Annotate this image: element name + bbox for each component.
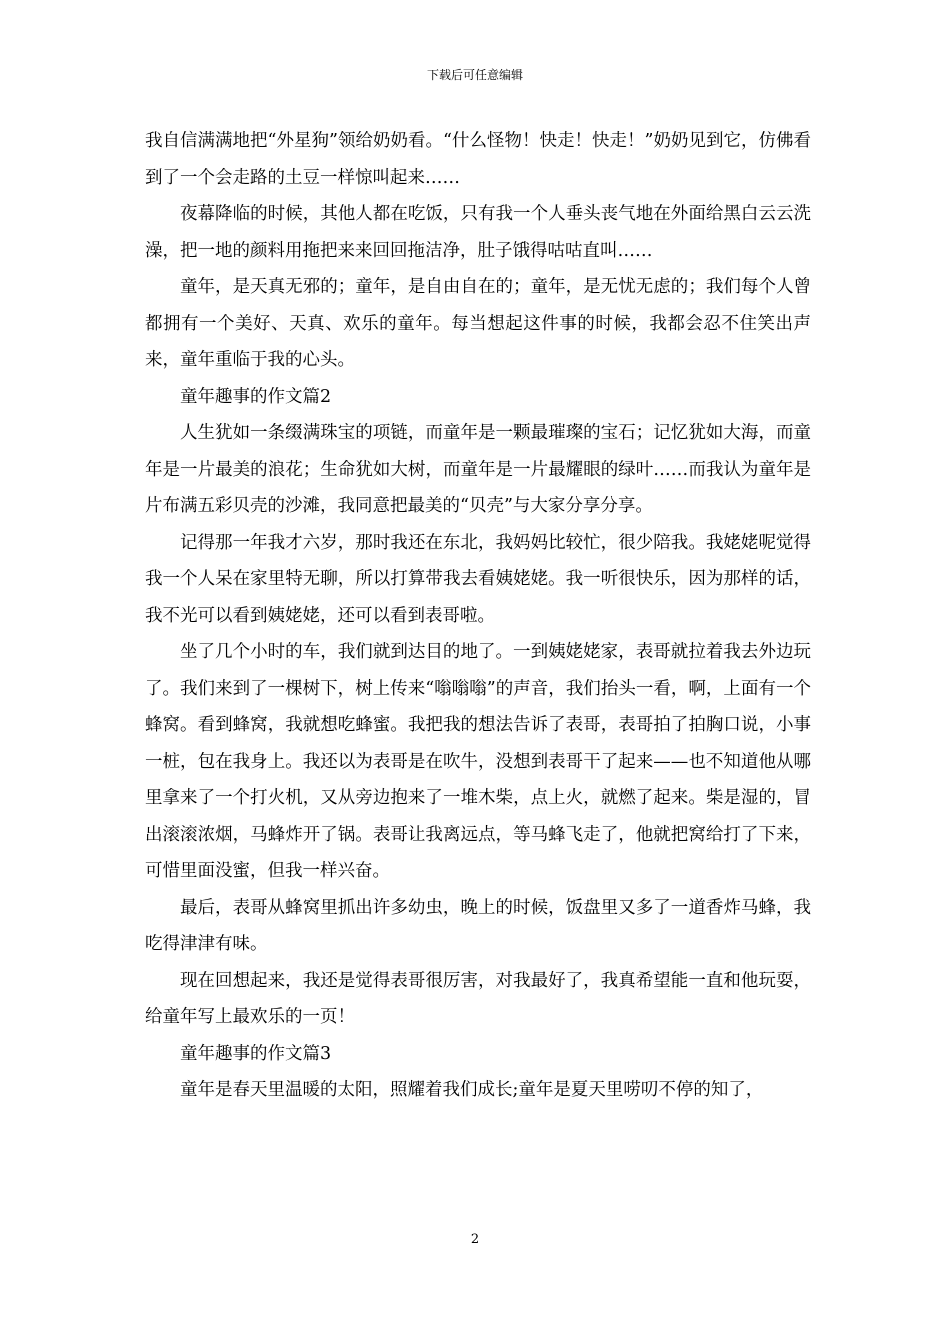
paragraph: 夜幕降临的时候，其他人都在吃饭，只有我一个人垂头丧气地在外面给黑白云云洗澡，把一地的颜料用拖把来来回回拖洁净，肚子饿得咕咕直叫…… bbox=[145, 204, 811, 261]
document-body bbox=[145, 123, 811, 1109]
paragraph: 最后，表哥从蜂窝里抓出许多幼虫，晚上的时候，饭盘里又多了一道香炸马蜂，我吃得津津有味。 bbox=[145, 897, 811, 954]
paragraph: 记得那一年我才六岁，那时我还在东北，我妈妈比较忙，很少陪我。我姥姥呢觉得我一个人呆在家里特无聊，所以打算带我去看姨姥姥。我一听很快乐，因为那样的话，我不光可以看到姨姥姥，还可以看到表哥啦。 bbox=[145, 532, 811, 626]
paragraph: 坐了几个小时的车，我们就到达目的地了。一到姨姥姥家，表哥就拉着我去外边玩了。我们来到了一棵树下，树上传来“嗡嗡嗡”的声音，我们抬头一看，啊，上面有一个蜂窝。看到蜂窝，我就想吃蜂蜜。我把我的想法告诉了表哥，表哥拍了拍胸口说，小事一桩，包在我身上。我还以为表哥是在吹牛，没想到表哥干了起来——也不知道他从哪里拿来了一个打火机，又从旁边抱来了一堆木柴，点上火，就燃了起来。柴是湿的，冒出滚滚浓烟，马蜂炸开了锅。表哥让我离远点，等马蜂飞走了，他就把窝给打了下来，可惜里面没蜜，但我一样兴奋。 bbox=[145, 642, 811, 881]
paragraph: 童年是春天里温暖的太阳，照耀着我们成长;童年是夏天里唠叨不停的知了， bbox=[180, 1080, 764, 1100]
section-heading: 童年趣事的作文篇2 bbox=[180, 386, 332, 407]
paragraph: 现在回想起来，我还是觉得表哥很厉害，对我最好了，我真希望能一直和他玩耍，给童年写上最欢乐的一页！ bbox=[145, 970, 811, 1027]
paragraph: 人生犹如一条缀满珠宝的项链，而童年是一颗最璀璨的宝石；记忆犹如大海，而童年是一片最美的浪花；生命犹如大树，而童年是一片最耀眼的绿叶……而我认为童年是片布满五彩贝壳的沙滩，我同意把最美的“贝壳”与大家分享分享。 bbox=[145, 423, 811, 516]
paragraph: 我自信满满地把“外星狗”领给奶奶看。“什么怪物！快走！快走！”奶奶见到它，仿佛看到了一个会走路的土豆一样惊叫起来…… bbox=[145, 131, 811, 188]
section-heading: 童年趣事的作文篇3 bbox=[180, 1043, 332, 1064]
page-header: 下载后可任意编辑 bbox=[426, 68, 523, 82]
paragraph: 童年，是天真无邪的；童年，是自由自在的；童年，是无忧无虑的；我们每个人曾都拥有一个美好、天真、欢乐的童年。每当想起这件事的时候，我都会忍不住笑出声来，童年重临于我的心头。 bbox=[145, 277, 811, 370]
page-number: 2 bbox=[470, 1232, 480, 1247]
